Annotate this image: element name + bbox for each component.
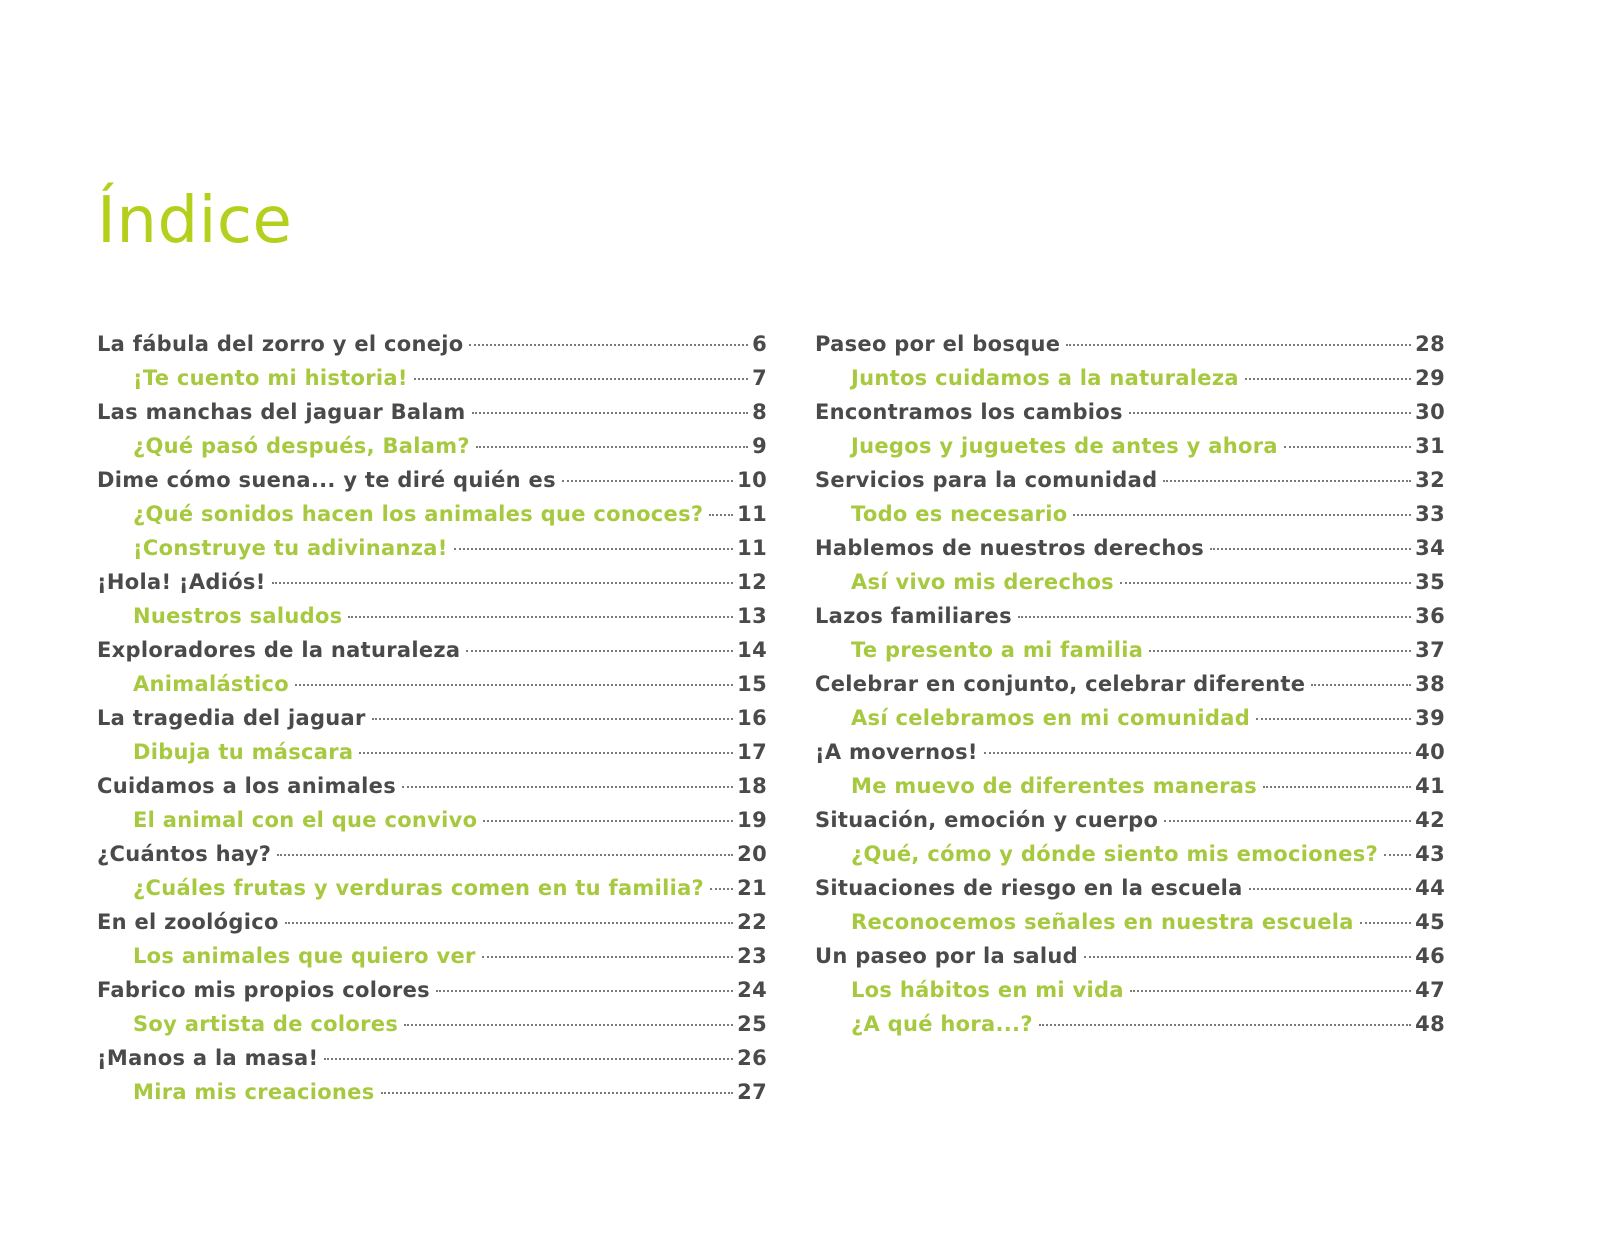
toc-page-number: 9 bbox=[752, 434, 767, 458]
toc-page-number: 34 bbox=[1415, 536, 1445, 560]
toc-subentry[interactable] bbox=[815, 1007, 1445, 1041]
toc-subentry[interactable] bbox=[97, 803, 767, 837]
toc-entry-title: Celebrar en conjunto, celebrar diferente bbox=[815, 672, 1306, 696]
toc-entry[interactable] bbox=[97, 327, 767, 361]
toc-page-number: 30 bbox=[1415, 400, 1445, 424]
dot-leader bbox=[1263, 786, 1411, 788]
dot-leader bbox=[562, 480, 733, 482]
toc-entry[interactable] bbox=[97, 395, 767, 429]
toc-entry-title: Así vivo mis derechos bbox=[851, 570, 1114, 594]
dot-leader bbox=[469, 344, 748, 346]
dot-leader bbox=[414, 378, 748, 380]
toc-entry[interactable] bbox=[97, 973, 767, 1007]
toc-page-number: 32 bbox=[1415, 468, 1445, 492]
toc-page-number: 24 bbox=[737, 978, 767, 1002]
toc-page-number: 11 bbox=[737, 502, 767, 526]
toc-subentry[interactable] bbox=[815, 905, 1445, 939]
toc-page-number: 6 bbox=[752, 332, 767, 356]
toc-page-number: 8 bbox=[752, 400, 767, 424]
toc-page-number: 35 bbox=[1415, 570, 1445, 594]
toc-page-number: 42 bbox=[1415, 808, 1445, 832]
toc-entry-title: Situaciones de riesgo en la escuela bbox=[815, 876, 1243, 900]
toc-entry-title: Lazos familiares bbox=[815, 604, 1012, 628]
toc-entry[interactable] bbox=[97, 463, 767, 497]
toc-page-number: 10 bbox=[737, 468, 767, 492]
toc-page-number: 19 bbox=[737, 808, 767, 832]
toc-entry-title: ¡Construye tu adivinanza! bbox=[133, 536, 448, 560]
toc-entry[interactable] bbox=[815, 871, 1445, 905]
toc-subentry[interactable] bbox=[815, 361, 1445, 395]
toc-entry-title: ¡Manos a la masa! bbox=[97, 1046, 319, 1070]
toc-entry[interactable] bbox=[815, 735, 1445, 769]
toc-subentry[interactable] bbox=[97, 599, 767, 633]
toc-subentry[interactable] bbox=[97, 361, 767, 395]
toc-page-number: 48 bbox=[1415, 1012, 1445, 1036]
dot-leader bbox=[709, 514, 733, 516]
toc-entry[interactable] bbox=[97, 769, 767, 803]
toc-entry-title: Cuidamos a los animales bbox=[97, 774, 397, 798]
dot-leader bbox=[466, 650, 733, 652]
dot-leader bbox=[1256, 718, 1411, 720]
toc-entry[interactable] bbox=[815, 395, 1445, 429]
toc-page-number: 16 bbox=[737, 706, 767, 730]
toc-page-number: 40 bbox=[1415, 740, 1445, 764]
toc-subentry[interactable] bbox=[97, 1007, 767, 1041]
toc-subentry[interactable] bbox=[97, 1075, 767, 1109]
toc-entry-title: Dibuja tu máscara bbox=[133, 740, 354, 764]
dot-leader bbox=[404, 1024, 733, 1026]
dot-leader bbox=[454, 548, 734, 550]
toc-page-number: 26 bbox=[737, 1046, 767, 1070]
toc-entry-title: Reconocemos señales en nuestra escuela bbox=[851, 910, 1354, 934]
dot-leader bbox=[295, 684, 733, 686]
toc-subentry[interactable] bbox=[97, 429, 767, 463]
dot-leader bbox=[1084, 956, 1411, 958]
toc-entry-title: Los animales que quiero ver bbox=[133, 944, 476, 968]
toc-entry-title: Paseo por el bosque bbox=[815, 332, 1061, 356]
toc-entry[interactable] bbox=[815, 463, 1445, 497]
dot-leader bbox=[402, 786, 733, 788]
dot-leader bbox=[1164, 820, 1411, 822]
toc-entry[interactable] bbox=[815, 939, 1445, 973]
dot-leader bbox=[710, 888, 733, 890]
dot-leader bbox=[436, 990, 733, 992]
toc-subentry[interactable] bbox=[815, 701, 1445, 735]
dot-leader bbox=[272, 582, 734, 584]
toc-entry-title: Dime cómo suena... y te diré quién es bbox=[97, 468, 556, 492]
dot-leader bbox=[472, 412, 749, 414]
toc-entry-title: ¿Cuáles frutas y verduras comen en tu familia? bbox=[133, 876, 705, 900]
toc-entry-title: La fábula del zorro y el conejo bbox=[97, 332, 464, 356]
toc-entry[interactable] bbox=[97, 633, 767, 667]
toc-entry-title: Exploradores de la naturaleza bbox=[97, 638, 461, 662]
toc-page-number: 17 bbox=[737, 740, 767, 764]
toc-subentry[interactable] bbox=[815, 837, 1445, 871]
dot-leader bbox=[483, 820, 733, 822]
toc-page-number: 37 bbox=[1415, 638, 1445, 662]
toc-subentry[interactable] bbox=[815, 429, 1445, 463]
toc-entry-title: ¿Cuántos hay? bbox=[97, 842, 272, 866]
toc-entry-title: El animal con el que convivo bbox=[133, 808, 478, 832]
toc-entry-title: Te presento a mi familia bbox=[851, 638, 1144, 662]
toc-entry-title: Juegos y juguetes de antes y ahora bbox=[851, 434, 1278, 458]
toc-subentry[interactable] bbox=[815, 565, 1445, 599]
toc-page-number: 33 bbox=[1415, 502, 1445, 526]
dot-leader bbox=[1384, 854, 1411, 856]
toc-page-number: 15 bbox=[737, 672, 767, 696]
dot-leader bbox=[1129, 412, 1411, 414]
toc-entry-title: La tragedia del jaguar bbox=[97, 706, 366, 730]
dot-leader bbox=[1018, 616, 1411, 618]
toc-page-number: 29 bbox=[1415, 366, 1445, 390]
dot-leader bbox=[1163, 480, 1411, 482]
dot-leader bbox=[1130, 990, 1411, 992]
toc-entry[interactable] bbox=[815, 599, 1445, 633]
toc-subentry[interactable] bbox=[815, 973, 1445, 1007]
toc-page-number: 7 bbox=[752, 366, 767, 390]
toc-entry-title: Así celebramos en mi comunidad bbox=[851, 706, 1251, 730]
toc-left-column bbox=[97, 327, 767, 1109]
toc-right-column bbox=[815, 327, 1445, 1041]
dot-leader bbox=[277, 854, 733, 856]
dot-leader bbox=[1311, 684, 1411, 686]
toc-subentry[interactable] bbox=[97, 871, 767, 905]
toc-entry-title: ¿A qué hora...? bbox=[851, 1012, 1033, 1036]
toc-entry-title: Fabrico mis propios colores bbox=[97, 978, 430, 1002]
toc-entry-title: ¿Qué, cómo y dónde siento mis emociones? bbox=[851, 842, 1379, 866]
toc-page-number: 22 bbox=[737, 910, 767, 934]
toc-subentry[interactable] bbox=[97, 735, 767, 769]
toc-subentry[interactable] bbox=[815, 769, 1445, 803]
toc-entry[interactable] bbox=[815, 531, 1445, 565]
toc-entry[interactable] bbox=[815, 667, 1445, 701]
toc-page-number: 20 bbox=[737, 842, 767, 866]
dot-leader bbox=[359, 752, 733, 754]
dot-leader bbox=[1360, 922, 1411, 924]
toc-page-number: 47 bbox=[1415, 978, 1445, 1002]
toc-entry[interactable] bbox=[815, 327, 1445, 361]
dot-leader bbox=[1120, 582, 1411, 584]
toc-entry[interactable] bbox=[97, 1041, 767, 1075]
toc-entry[interactable] bbox=[97, 701, 767, 735]
toc-page-number: 31 bbox=[1415, 434, 1445, 458]
toc-subentry[interactable] bbox=[97, 667, 767, 701]
dot-leader bbox=[1245, 378, 1411, 380]
toc-entry-title: ¿Qué pasó después, Balam? bbox=[133, 434, 470, 458]
toc-entry-title: Me muevo de diferentes maneras bbox=[851, 774, 1258, 798]
toc-page-number: 27 bbox=[737, 1080, 767, 1104]
toc-entry-title: Servicios para la comunidad bbox=[815, 468, 1158, 492]
toc-page-number: 21 bbox=[737, 876, 767, 900]
toc-entry-title: Todo es necesario bbox=[851, 502, 1068, 526]
toc-entry[interactable] bbox=[97, 905, 767, 939]
toc-page-number: 43 bbox=[1415, 842, 1445, 866]
toc-page-number: 23 bbox=[737, 944, 767, 968]
toc-entry-title: En el zoológico bbox=[97, 910, 279, 934]
toc-page-number: 13 bbox=[737, 604, 767, 628]
dot-leader bbox=[348, 616, 733, 618]
toc-page-number: 28 bbox=[1415, 332, 1445, 356]
toc-entry-title: Juntos cuidamos a la naturaleza bbox=[851, 366, 1239, 390]
toc-page-number: 38 bbox=[1415, 672, 1445, 696]
dot-leader bbox=[285, 922, 734, 924]
dot-leader bbox=[1249, 888, 1412, 890]
toc-entry[interactable] bbox=[97, 837, 767, 871]
toc-subentry[interactable] bbox=[97, 497, 767, 531]
dot-leader bbox=[1210, 548, 1411, 550]
page-title: Índice bbox=[97, 184, 293, 258]
toc-page-number: 44 bbox=[1415, 876, 1445, 900]
toc-page-number: 41 bbox=[1415, 774, 1445, 798]
toc-entry-title: Encontramos los cambios bbox=[815, 400, 1123, 424]
dot-leader bbox=[1066, 344, 1411, 346]
dot-leader bbox=[1073, 514, 1411, 516]
toc-entry[interactable] bbox=[97, 565, 767, 599]
toc-entry[interactable] bbox=[815, 803, 1445, 837]
dot-leader bbox=[1149, 650, 1411, 652]
toc-entry-title: ¡Hola! ¡Adiós! bbox=[97, 570, 266, 594]
toc-entry-title: Las manchas del jaguar Balam bbox=[97, 400, 466, 424]
toc-page-number: 45 bbox=[1415, 910, 1445, 934]
toc-page-number: 46 bbox=[1415, 944, 1445, 968]
toc-subentry[interactable] bbox=[97, 939, 767, 973]
toc-entry-title: Nuestros saludos bbox=[133, 604, 343, 628]
dot-leader bbox=[1039, 1024, 1411, 1026]
toc-entry-title: Hablemos de nuestros derechos bbox=[815, 536, 1205, 560]
toc-entry-title: Soy artista de colores bbox=[133, 1012, 399, 1036]
toc-entry-title: Situación, emoción y cuerpo bbox=[815, 808, 1159, 832]
toc-entry-title: Los hábitos en mi vida bbox=[851, 978, 1124, 1002]
toc-subentry[interactable] bbox=[815, 633, 1445, 667]
dot-leader bbox=[482, 956, 733, 958]
toc-entry-title: Mira mis creaciones bbox=[133, 1080, 375, 1104]
dot-leader bbox=[1284, 446, 1411, 448]
dot-leader bbox=[372, 718, 733, 720]
toc-page-number: 36 bbox=[1415, 604, 1445, 628]
toc-page-number: 11 bbox=[737, 536, 767, 560]
toc-page-number: 12 bbox=[737, 570, 767, 594]
toc-page-number: 25 bbox=[737, 1012, 767, 1036]
dot-leader bbox=[381, 1092, 734, 1094]
toc-entry-title: ¿Qué sonidos hacen los animales que conoces? bbox=[133, 502, 704, 526]
dot-leader bbox=[324, 1058, 733, 1060]
toc-subentry[interactable] bbox=[815, 497, 1445, 531]
dot-leader bbox=[984, 752, 1411, 754]
toc-subentry[interactable] bbox=[97, 531, 767, 565]
toc-entry-title: ¡A movernos! bbox=[815, 740, 978, 764]
toc-entry-title: ¡Te cuento mi historia! bbox=[133, 366, 408, 390]
toc-page-number: 18 bbox=[737, 774, 767, 798]
toc-entry-title: Un paseo por la salud bbox=[815, 944, 1078, 968]
toc-page-number: 14 bbox=[737, 638, 767, 662]
toc-entry-title: Animalástico bbox=[133, 672, 290, 696]
toc-page-number: 39 bbox=[1415, 706, 1445, 730]
dot-leader bbox=[476, 446, 748, 448]
